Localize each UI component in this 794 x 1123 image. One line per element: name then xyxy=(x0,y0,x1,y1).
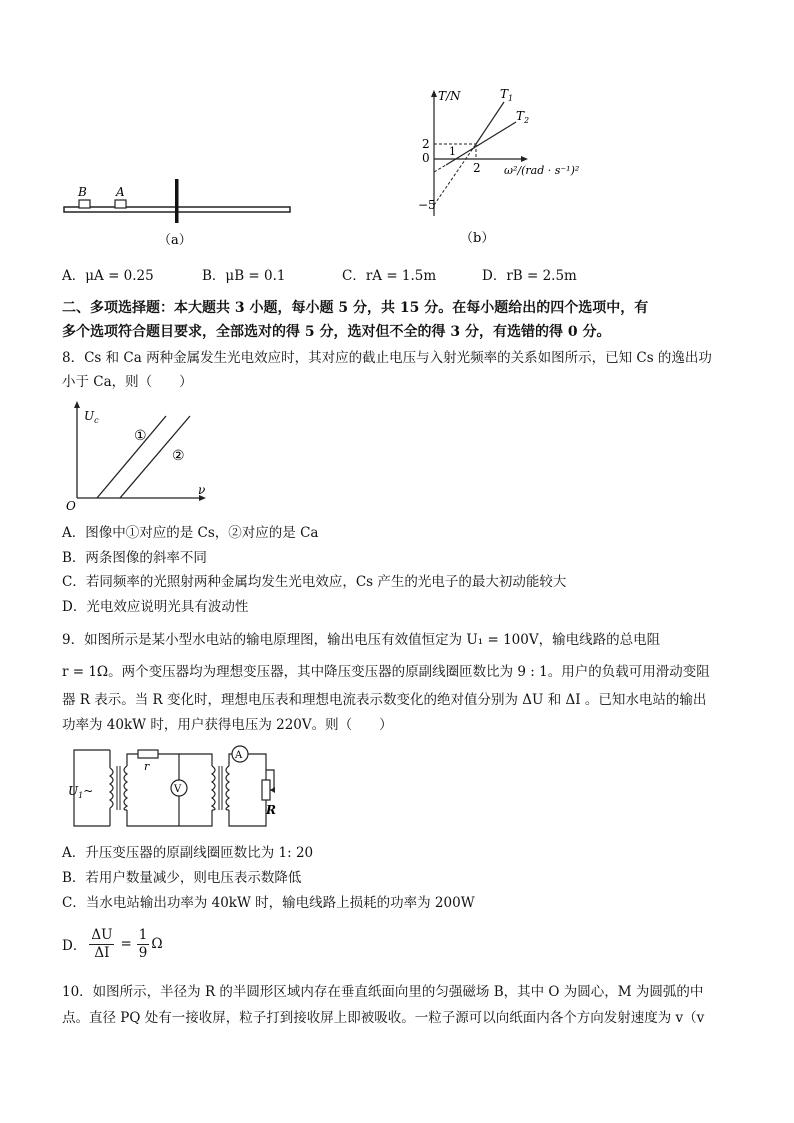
q9-stem-line4: 功率为 40kW 时，用户获得电压为 220V。则（ ） xyxy=(62,717,393,733)
q8-y-label: $U_c$ xyxy=(84,409,99,425)
block-a xyxy=(115,200,126,208)
rheostat-arrow xyxy=(270,787,275,793)
user-loop-bottom xyxy=(229,800,266,826)
transmission-top xyxy=(127,754,138,766)
rotation-axis xyxy=(175,179,179,223)
q10-stem-line2: 点。直径 PQ 处有一接收屏，粒子打到接收屏上即被吸收。一粒子源可以向纸面内各个方向发射速度为 v（v xyxy=(62,1010,705,1026)
fraction-delta-num: ΔU xyxy=(91,926,113,943)
q9-option-d-prefix: D． xyxy=(62,938,87,954)
u1-label: $U_1\sim$ xyxy=(68,784,94,800)
transmission-top-2 xyxy=(158,754,212,766)
tick-y-neg5: −5 xyxy=(418,198,436,212)
fraction-delta-den: ΔI xyxy=(94,944,110,961)
transmission-bottom xyxy=(127,810,212,826)
q8-origin: O xyxy=(66,499,76,513)
figure-b xyxy=(412,84,592,250)
section2-heading-line1: 二、多项选择题：本大题共 3 小题，每小题 5 分，共 15 分。在每小题给出的四个选项中，有 xyxy=(62,300,649,316)
figure-a xyxy=(60,170,295,250)
tick-y-2: 2 xyxy=(422,137,430,151)
q7-option-a: A．μA = 0.25 xyxy=(62,268,154,284)
q7-option-c: C．rA = 1.5m xyxy=(342,268,437,284)
fraction-value-num: 1 xyxy=(138,926,148,943)
q8-option-d: D．光电效应说明光具有波动性 xyxy=(62,599,249,615)
tick-y-0: 0 xyxy=(422,151,430,165)
line-resistor-r xyxy=(138,750,158,758)
rheostat-R xyxy=(262,780,270,800)
caption-b: （b） xyxy=(460,231,495,246)
q9-option-b: B．若用户数量减少，则电压表示数降低 xyxy=(62,870,302,886)
q8-stem-line2: 小于 Ca，则（ ） xyxy=(62,374,193,390)
fraction-value xyxy=(137,927,150,962)
q9-option-a: A．升压变压器的原副线圈匝数比为 1: 20 xyxy=(62,845,314,861)
step-down-primary-coil xyxy=(212,766,215,810)
voltmeter-label: V xyxy=(174,784,182,795)
R-label: R xyxy=(266,803,276,817)
ohm-unit: Ω xyxy=(151,936,163,952)
x-axis-label: ω²/(rad · s⁻¹)² xyxy=(504,164,580,177)
q9-option-c: C．当水电站输出功率为 40kW 时，输电线路上损耗的功率为 200W xyxy=(62,895,475,911)
block-b xyxy=(79,200,90,208)
q8-y-arrow xyxy=(74,401,80,408)
q10-stem-line1: 10．如图所示，半径为 R 的半圆形区域内存在垂直纸面向里的匀强磁场 B，其中 O 为圆心，M 为圆弧的中 xyxy=(62,984,704,1000)
q8-stem-line1: 8．Cs 和 Ca 两种金属发生光电效应时，其对应的截止电压与入射光频率的关系如图所示，已知 Cs 的逸出功 xyxy=(62,350,712,366)
r-label: r xyxy=(144,760,150,773)
label-b: B xyxy=(78,185,87,199)
q8-option-c: C．若同频率的光照射两种金属均发生光电效应，Cs 产生的光电子的最大初动能较大 xyxy=(62,574,567,590)
y-arrow xyxy=(431,90,437,97)
step-up-primary-coil xyxy=(110,768,113,808)
q9-stem-line2: r = 1Ω。两个变压器均为理想变压器，其中降压变压器的原副线圈匝数比为 9 : 1。用户的负载可用滑动变阻 xyxy=(62,664,710,680)
q7-option-d: D．rB = 2.5m xyxy=(482,268,577,284)
q9-option-d xyxy=(62,922,163,966)
ammeter-label: A xyxy=(235,750,243,761)
q9-stem-line3: 器 R 表示。当 R 变化时，理想电压表和理想电流表示数变化的绝对值分别为 ΔU 和 ΔI 。已知水电站的输出 xyxy=(62,692,707,708)
section2-heading-line2: 多个选项符合题目要求，全部选对的得 5 分，选对但不全的得 3 分，有选错的得 0 分。 xyxy=(62,324,611,340)
t2-dashed xyxy=(434,165,446,172)
q8-label-2: ② xyxy=(172,448,185,464)
x-arrow xyxy=(521,156,528,162)
user-loop-top xyxy=(229,754,232,766)
q8-label-1: ① xyxy=(134,428,147,444)
q8-option-a: A．图像中①对应的是 Cs，②对应的是 Ca xyxy=(62,525,319,541)
t2-label: $T_2$ xyxy=(516,109,530,125)
label-a: A xyxy=(116,185,125,199)
fraction-value-den: 9 xyxy=(138,944,148,961)
step-down-secondary-coil xyxy=(226,766,229,810)
step-up-secondary-coil xyxy=(124,766,127,810)
q9-circuit xyxy=(62,742,292,834)
user-loop-right xyxy=(248,754,266,780)
q8-figure xyxy=(62,398,222,516)
q8-option-b: B．两条图像的斜率不同 xyxy=(62,550,207,566)
tick-1: 1 xyxy=(449,145,456,158)
fraction-delta xyxy=(89,927,114,962)
caption-a: （a） xyxy=(158,233,192,248)
tick-x-2: 2 xyxy=(473,161,481,175)
q9-stem-line1: 9．如图所示是某小型水电站的输电原理图，输出电压有效值恒定为 U₁ = 100V，输电线路的总电阻 xyxy=(62,632,661,648)
equals-sign: = xyxy=(120,936,132,952)
t1-label: $T_1$ xyxy=(500,87,514,103)
y-axis-label: T/N xyxy=(438,89,461,103)
q8-x-label: ν xyxy=(198,483,206,497)
q7-option-b: B．μB = 0.1 xyxy=(202,268,286,284)
